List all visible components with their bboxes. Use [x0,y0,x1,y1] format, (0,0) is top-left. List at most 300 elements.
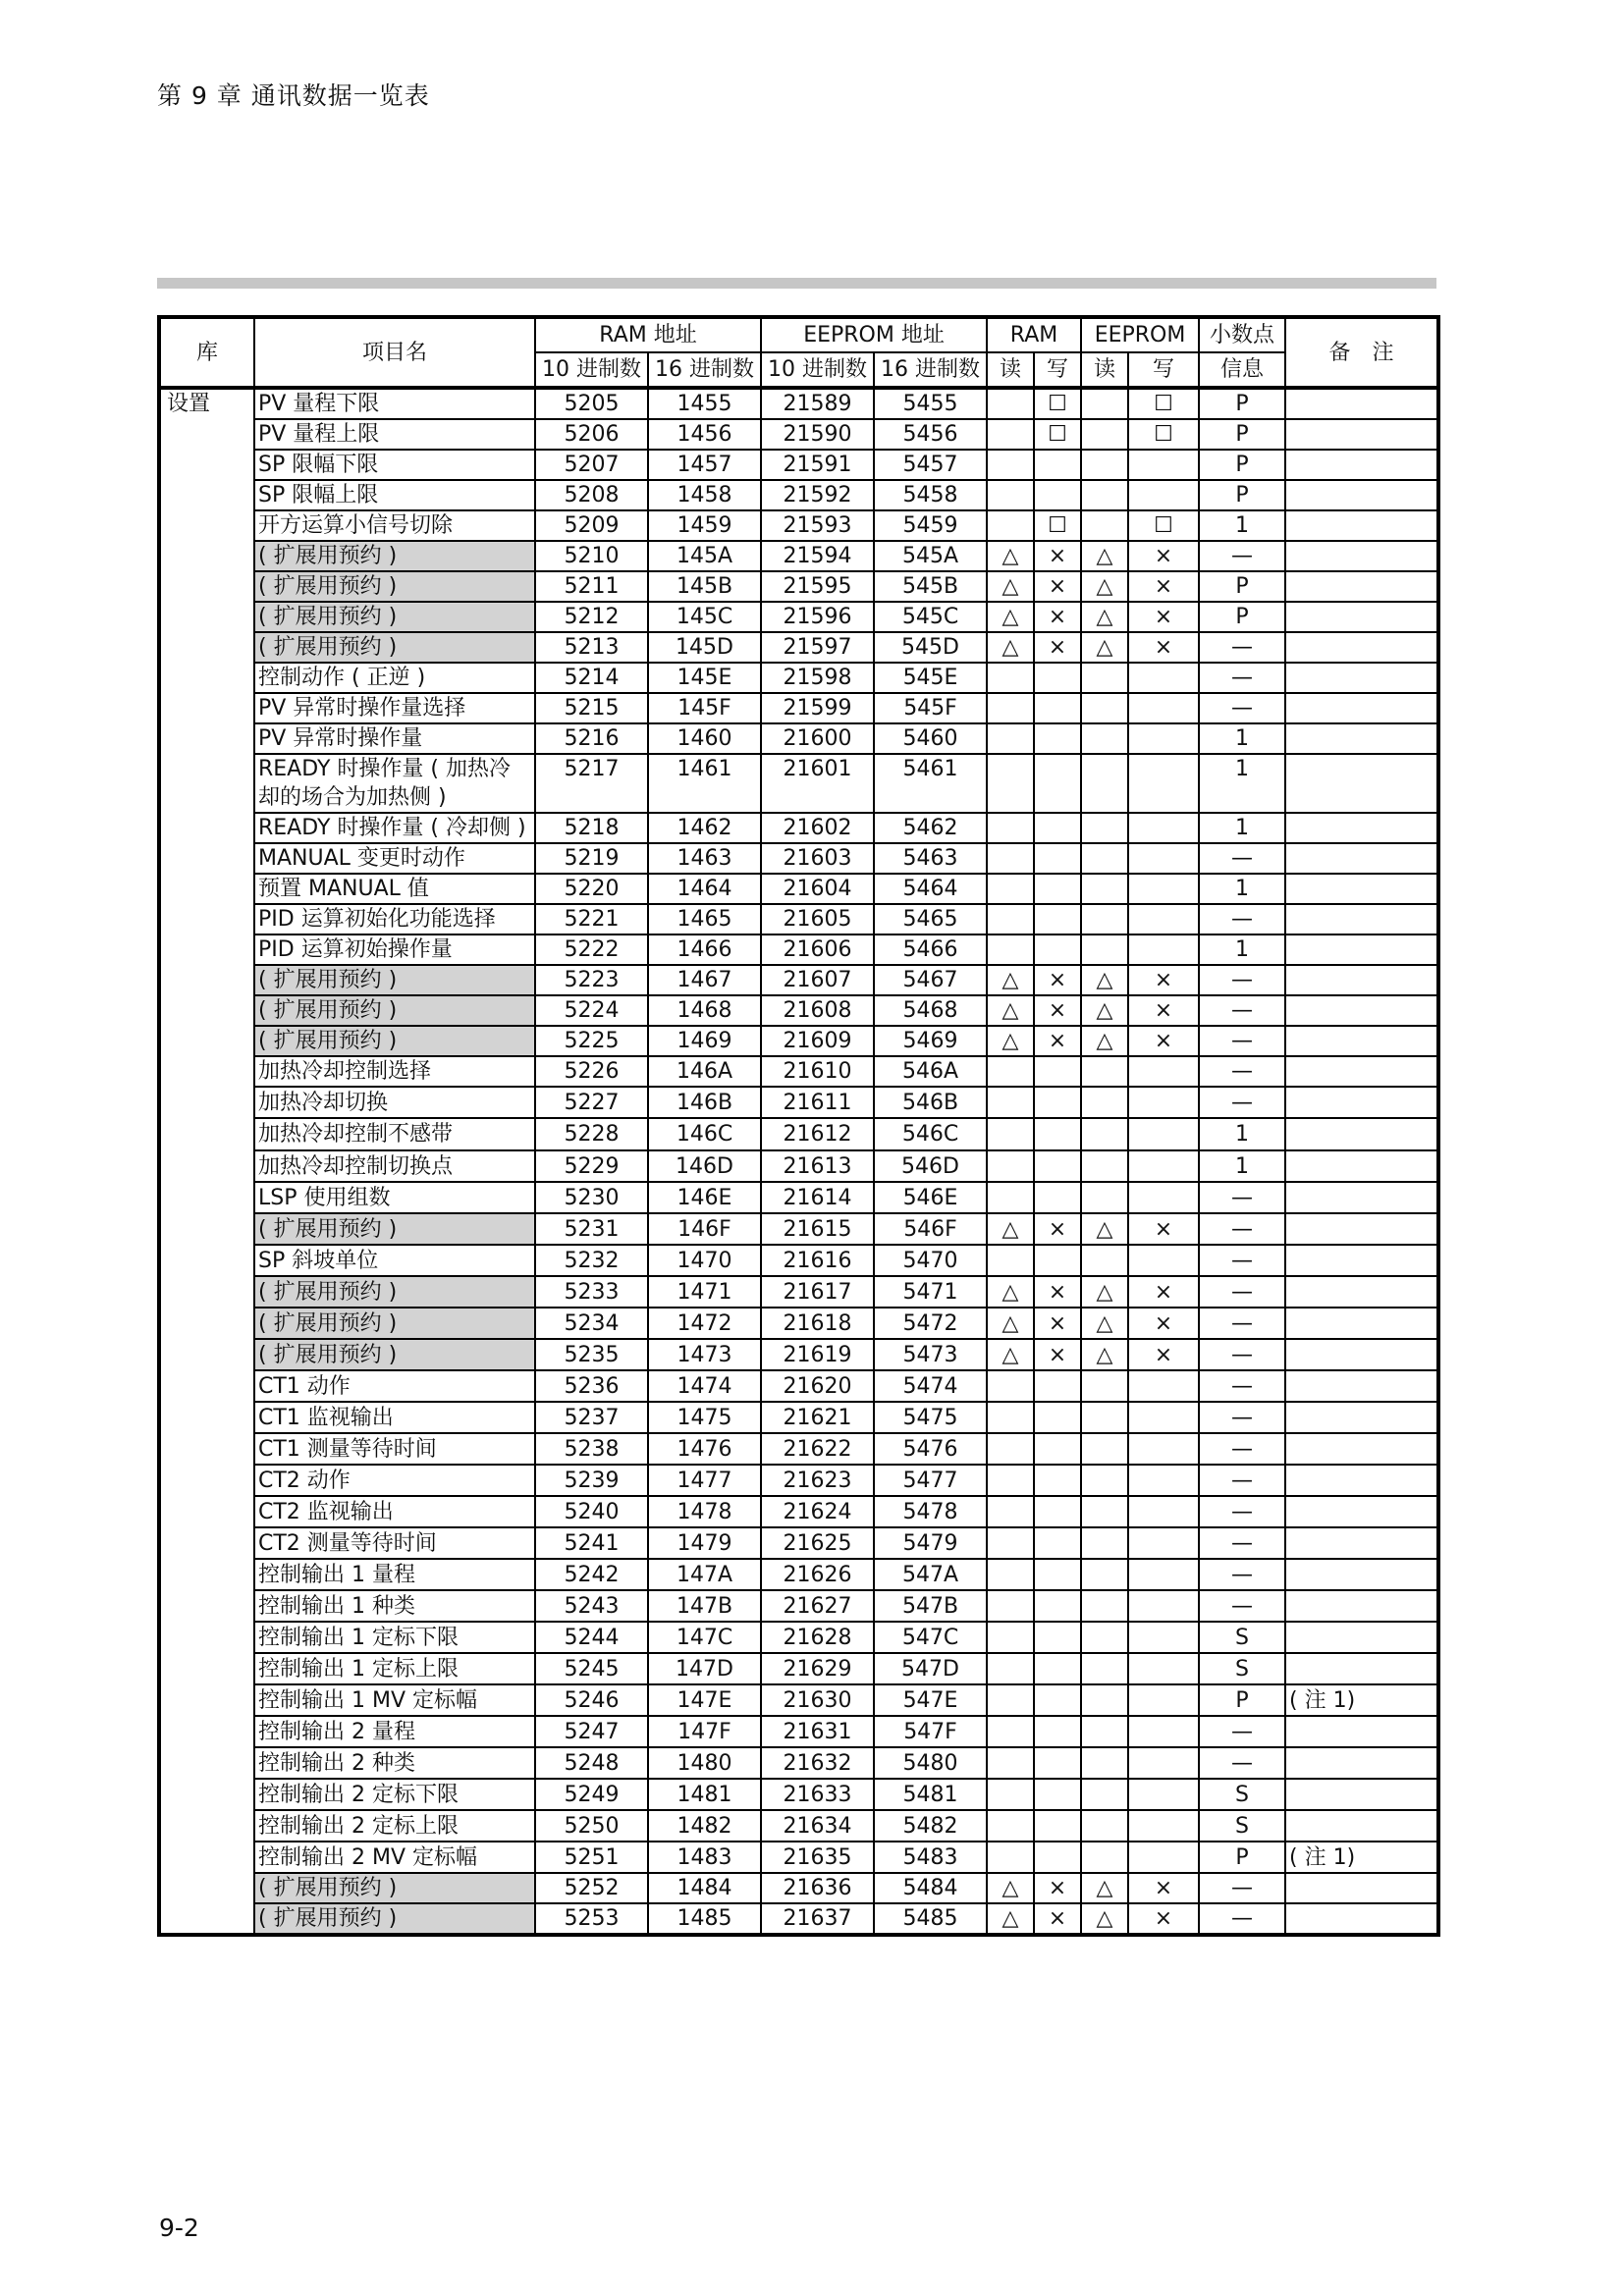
eeprom-dec10: 21592 [761,480,874,510]
note [1285,843,1438,874]
eeprom-dec10: 21594 [761,541,874,571]
decimal-info: — [1199,843,1285,874]
note [1285,723,1438,754]
decimal-info: — [1199,1087,1285,1118]
ram-read-mark: △ [987,1308,1034,1339]
table-row [159,1747,1438,1779]
eeprom-hex16: 5483 [874,1842,987,1873]
ram-write-mark: × [1034,965,1081,995]
ram-read-mark [987,1433,1034,1465]
eeprom-hex16: 547D [874,1653,987,1684]
eeprom-dec10: 21609 [761,1026,874,1056]
eeprom-read-mark [1081,934,1128,965]
ram-read-mark: △ [987,1026,1034,1056]
ram-write-mark [1034,1559,1081,1590]
note [1285,1527,1438,1559]
ram-write-mark [1034,1118,1081,1150]
ram-dec10: 5242 [535,1559,648,1590]
eeprom-read-mark [1081,1622,1128,1653]
header-ram-hex16: 16 进制数 [648,352,761,388]
note [1285,1087,1438,1118]
ram-write-mark [1034,480,1081,510]
table-row [159,450,1438,480]
eeprom-write-mark [1128,813,1199,843]
eeprom-write-mark: × [1128,1339,1199,1370]
table-row [159,1339,1438,1370]
ram-dec10: 5223 [535,965,648,995]
ram-dec10: 5234 [535,1308,648,1339]
ram-hex16: 146C [648,1118,761,1150]
item-name: CT2 动作 [254,1465,535,1496]
eeprom-read-mark [1081,1684,1128,1716]
table-row [159,1465,1438,1496]
eeprom-dec10: 21631 [761,1716,874,1747]
ram-dec10: 5229 [535,1150,648,1182]
eeprom-read-mark [1081,1245,1128,1276]
ram-hex16: 1472 [648,1308,761,1339]
ram-write-mark [1034,1779,1081,1810]
ram-hex16: 1478 [648,1496,761,1527]
ram-read-mark: △ [987,1339,1034,1370]
item-name: READY 时操作量 ( 冷却侧 ) [254,813,535,843]
eeprom-dec10: 21619 [761,1339,874,1370]
ram-read-mark [987,1402,1034,1433]
ram-write-mark: × [1034,1339,1081,1370]
eeprom-read-mark [1081,1779,1128,1810]
table-row [159,388,1438,419]
item-name: CT1 测量等待时间 [254,1433,535,1465]
eeprom-dec10: 21628 [761,1622,874,1653]
eeprom-dec10: 21634 [761,1810,874,1842]
eeprom-hex16: 547C [874,1622,987,1653]
ram-dec10: 5206 [535,419,648,450]
decimal-info: S [1199,1779,1285,1810]
eeprom-dec10: 21607 [761,965,874,995]
ram-read-mark: △ [987,632,1034,663]
eeprom-hex16: 5459 [874,510,987,541]
ram-write-mark [1034,1087,1081,1118]
ram-write-mark [1034,904,1081,934]
table-row [159,693,1438,723]
header-eeprom: EEPROM [1081,317,1199,352]
decimal-info: P [1199,1842,1285,1873]
header-eeprom-read: 读 [1081,352,1128,388]
ram-write-mark [1034,1370,1081,1402]
eeprom-write-mark [1128,843,1199,874]
decimal-info: — [1199,1433,1285,1465]
eeprom-read-mark [1081,843,1128,874]
ram-read-mark [987,663,1034,693]
note [1285,1150,1438,1182]
eeprom-write-mark [1128,1527,1199,1559]
decimal-info: — [1199,1873,1285,1903]
table-row [159,663,1438,693]
eeprom-hex16: 547B [874,1590,987,1622]
ram-dec10: 5208 [535,480,648,510]
eeprom-read-mark [1081,450,1128,480]
data-table-wrapper [157,315,1436,1937]
ram-dec10: 5227 [535,1087,648,1118]
header-lib: 库 [159,317,254,388]
decimal-info: — [1199,1339,1285,1370]
note [1285,904,1438,934]
eeprom-write-mark [1128,1747,1199,1779]
ram-dec10: 5217 [535,754,648,813]
decimal-info: S [1199,1810,1285,1842]
ram-write-mark: × [1034,602,1081,632]
ram-dec10: 5253 [535,1903,648,1935]
table-row [159,1810,1438,1842]
eeprom-dec10: 21597 [761,632,874,663]
ram-write-mark: × [1034,1276,1081,1308]
ram-write-mark [1034,1433,1081,1465]
note [1285,1747,1438,1779]
ram-hex16: 1485 [648,1903,761,1935]
ram-read-mark [987,1779,1034,1810]
eeprom-hex16: 545B [874,571,987,602]
eeprom-read-mark [1081,723,1128,754]
eeprom-dec10: 21595 [761,571,874,602]
table-row [159,813,1438,843]
header-ram-dec10: 10 进制数 [535,352,648,388]
item-name: 加热冷却控制选择 [254,1056,535,1087]
ram-write-mark [1034,1150,1081,1182]
eeprom-dec10: 21605 [761,904,874,934]
ram-read-mark [987,1527,1034,1559]
eeprom-read-mark [1081,754,1128,813]
eeprom-read-mark [1081,1590,1128,1622]
ram-write-mark [1034,1842,1081,1873]
ram-hex16: 145B [648,571,761,602]
ram-write-mark [1034,1182,1081,1213]
eeprom-write-mark [1128,1465,1199,1496]
item-name: ( 扩展用预约 ) [254,1213,535,1245]
ram-dec10: 5232 [535,1245,648,1276]
decimal-info: — [1199,1245,1285,1276]
ram-hex16: 1455 [648,388,761,419]
table-row [159,1056,1438,1087]
item-name: ( 扩展用预约 ) [254,602,535,632]
table-row [159,1496,1438,1527]
header-eeprom-address: EEPROM 地址 [761,317,987,352]
ram-write-mark [1034,1716,1081,1747]
ram-dec10: 5210 [535,541,648,571]
table-row [159,995,1438,1026]
eeprom-dec10: 21599 [761,693,874,723]
decimal-info: — [1199,1182,1285,1213]
decimal-info: — [1199,1465,1285,1496]
eeprom-write-mark [1128,1182,1199,1213]
ram-hex16: 146D [648,1150,761,1182]
decimal-info: P [1199,480,1285,510]
item-name: PID 运算初始化功能选择 [254,904,535,934]
eeprom-read-mark [1081,1182,1128,1213]
eeprom-write-mark [1128,874,1199,904]
eeprom-dec10: 21627 [761,1590,874,1622]
note [1285,419,1438,450]
eeprom-hex16: 546A [874,1056,987,1087]
note [1285,1433,1438,1465]
ram-write-mark [1034,1653,1081,1684]
ram-dec10: 5252 [535,1873,648,1903]
eeprom-hex16: 5460 [874,723,987,754]
chapter-header: 第 9 章 通讯数据一览表 [157,81,430,110]
header-ram-read: 读 [987,352,1034,388]
eeprom-write-mark: × [1128,965,1199,995]
table-row [159,843,1438,874]
note [1285,1716,1438,1747]
eeprom-dec10: 21615 [761,1213,874,1245]
eeprom-hex16: 5478 [874,1496,987,1527]
eeprom-dec10: 21630 [761,1684,874,1716]
eeprom-dec10: 21590 [761,419,874,450]
ram-dec10: 5248 [535,1747,648,1779]
table-body [159,388,1438,1935]
eeprom-dec10: 21608 [761,995,874,1026]
eeprom-hex16: 5477 [874,1465,987,1496]
ram-read-mark [987,934,1034,965]
ram-read-mark [987,1810,1034,1842]
eeprom-read-mark: △ [1081,1213,1128,1245]
eeprom-write-mark [1128,1245,1199,1276]
decimal-info: — [1199,1527,1285,1559]
ram-write-mark: ☐ [1034,510,1081,541]
eeprom-dec10: 21625 [761,1527,874,1559]
decimal-info: — [1199,1402,1285,1433]
ram-write-mark: ☐ [1034,419,1081,450]
ram-dec10: 5218 [535,813,648,843]
item-name: PV 量程上限 [254,419,535,450]
ram-hex16: 1467 [648,965,761,995]
ram-write-mark [1034,874,1081,904]
ram-hex16: 1466 [648,934,761,965]
eeprom-hex16: 5476 [874,1433,987,1465]
ram-hex16: 147F [648,1716,761,1747]
eeprom-write-mark: × [1128,1026,1199,1056]
eeprom-hex16: 547A [874,1559,987,1590]
note [1285,663,1438,693]
table-row [159,1433,1438,1465]
ram-hex16: 1484 [648,1873,761,1903]
decimal-info: — [1199,1213,1285,1245]
eeprom-write-mark [1128,1150,1199,1182]
table-row [159,1622,1438,1653]
item-name: ( 扩展用预约 ) [254,1276,535,1308]
eeprom-read-mark [1081,1370,1128,1402]
header-note: 备 注 [1285,317,1438,388]
ram-write-mark [1034,450,1081,480]
decimal-info: — [1199,904,1285,934]
item-name: 控制输出 1 定标下限 [254,1622,535,1653]
decimal-info: 1 [1199,510,1285,541]
eeprom-dec10: 21612 [761,1118,874,1150]
eeprom-read-mark [1081,510,1128,541]
item-name: PID 运算初始操作量 [254,934,535,965]
ram-dec10: 5225 [535,1026,648,1056]
item-name: ( 扩展用预约 ) [254,965,535,995]
eeprom-write-mark [1128,663,1199,693]
decimal-info: S [1199,1653,1285,1684]
ram-dec10: 5213 [535,632,648,663]
ram-read-mark [987,693,1034,723]
eeprom-hex16: 547E [874,1684,987,1716]
ram-write-mark [1034,723,1081,754]
note [1285,541,1438,571]
eeprom-read-mark [1081,1559,1128,1590]
item-name: 加热冷却切换 [254,1087,535,1118]
note [1285,693,1438,723]
eeprom-write-mark [1128,1684,1199,1716]
eeprom-read-mark: △ [1081,995,1128,1026]
eeprom-write-mark: × [1128,602,1199,632]
ram-dec10: 5249 [535,1779,648,1810]
table-row [159,541,1438,571]
ram-write-mark: × [1034,1213,1081,1245]
ram-hex16: 146E [648,1182,761,1213]
table-row [159,1026,1438,1056]
item-name: ( 扩展用预约 ) [254,571,535,602]
eeprom-dec10: 21604 [761,874,874,904]
ram-dec10: 5216 [535,723,648,754]
ram-read-mark [987,450,1034,480]
table-row [159,1308,1438,1339]
ram-read-mark [987,1056,1034,1087]
eeprom-read-mark [1081,1527,1128,1559]
eeprom-hex16: 5456 [874,419,987,450]
ram-dec10: 5214 [535,663,648,693]
eeprom-read-mark [1081,1087,1128,1118]
eeprom-hex16: 5455 [874,388,987,419]
ram-read-mark: △ [987,1276,1034,1308]
note [1285,1245,1438,1276]
table-row [159,1276,1438,1308]
ram-write-mark [1034,754,1081,813]
ram-dec10: 5236 [535,1370,648,1402]
eeprom-dec10: 21624 [761,1496,874,1527]
eeprom-write-mark [1128,1716,1199,1747]
decimal-info: — [1199,632,1285,663]
item-name: ( 扩展用预约 ) [254,1308,535,1339]
ram-dec10: 5231 [535,1213,648,1245]
item-name: SP 斜坡单位 [254,1245,535,1276]
eeprom-read-mark: △ [1081,1026,1128,1056]
item-name: ( 扩展用预约 ) [254,1903,535,1935]
eeprom-read-mark [1081,1118,1128,1150]
decimal-info: S [1199,1622,1285,1653]
ram-hex16: 147A [648,1559,761,1590]
eeprom-read-mark: △ [1081,1276,1128,1308]
ram-read-mark [987,813,1034,843]
ram-read-mark [987,1653,1034,1684]
table-row [159,1716,1438,1747]
decimal-info: — [1199,1370,1285,1402]
ram-read-mark [987,1182,1034,1213]
item-name: ( 扩展用预约 ) [254,995,535,1026]
eeprom-read-mark [1081,1150,1128,1182]
ram-read-mark [987,1842,1034,1873]
ram-write-mark: × [1034,1873,1081,1903]
eeprom-write-mark: ☐ [1128,419,1199,450]
ram-dec10: 5240 [535,1496,648,1527]
section-rule [157,278,1436,289]
eeprom-write-mark [1128,1622,1199,1653]
header-decimal-top: 小数点 [1199,317,1285,352]
eeprom-dec10: 21601 [761,754,874,813]
item-name: CT2 测量等待时间 [254,1527,535,1559]
table-row [159,754,1438,813]
ram-dec10: 5244 [535,1622,648,1653]
eeprom-dec10: 21602 [761,813,874,843]
note: ( 注 1) [1285,1684,1438,1716]
eeprom-write-mark [1128,1779,1199,1810]
eeprom-write-mark [1128,1118,1199,1150]
note [1285,1118,1438,1150]
eeprom-hex16: 545E [874,663,987,693]
eeprom-dec10: 21623 [761,1465,874,1496]
decimal-info: — [1199,965,1285,995]
eeprom-dec10: 21618 [761,1308,874,1339]
note [1285,1026,1438,1056]
note [1285,754,1438,813]
item-name: 控制输出 1 定标上限 [254,1653,535,1684]
note [1285,571,1438,602]
item-name: 开方运算小信号切除 [254,510,535,541]
eeprom-write-mark [1128,1496,1199,1527]
eeprom-read-mark [1081,1747,1128,1779]
eeprom-write-mark [1128,1056,1199,1087]
ram-hex16: 1464 [648,874,761,904]
ram-dec10: 5226 [535,1056,648,1087]
ram-hex16: 1476 [648,1433,761,1465]
eeprom-hex16: 5464 [874,874,987,904]
note [1285,1810,1438,1842]
ram-write-mark [1034,1622,1081,1653]
eeprom-dec10: 21600 [761,723,874,754]
page-number: 9-2 [159,2214,199,2242]
eeprom-hex16: 5470 [874,1245,987,1276]
item-name: CT1 监视输出 [254,1402,535,1433]
item-name: PV 量程下限 [254,388,535,419]
ram-write-mark [1034,1496,1081,1527]
ram-read-mark [987,723,1034,754]
eeprom-read-mark: △ [1081,632,1128,663]
note: ( 注 1) [1285,1842,1438,1873]
eeprom-write-mark [1128,1810,1199,1842]
eeprom-write-mark: ☐ [1128,388,1199,419]
eeprom-read-mark [1081,1056,1128,1087]
eeprom-hex16: 5484 [874,1873,987,1903]
ram-write-mark [1034,1245,1081,1276]
ram-dec10: 5251 [535,1842,648,1873]
eeprom-hex16: 5481 [874,1779,987,1810]
eeprom-dec10: 21635 [761,1842,874,1873]
note [1285,874,1438,904]
ram-dec10: 5250 [535,1810,648,1842]
decimal-info: — [1199,693,1285,723]
note [1285,995,1438,1026]
ram-dec10: 5215 [535,693,648,723]
note [1285,1903,1438,1935]
ram-dec10: 5211 [535,571,648,602]
note [1285,965,1438,995]
table-row [159,602,1438,632]
ram-read-mark [987,419,1034,450]
eeprom-hex16: 545D [874,632,987,663]
ram-hex16: 1463 [648,843,761,874]
eeprom-hex16: 547F [874,1716,987,1747]
eeprom-dec10: 21611 [761,1087,874,1118]
eeprom-dec10: 21589 [761,388,874,419]
